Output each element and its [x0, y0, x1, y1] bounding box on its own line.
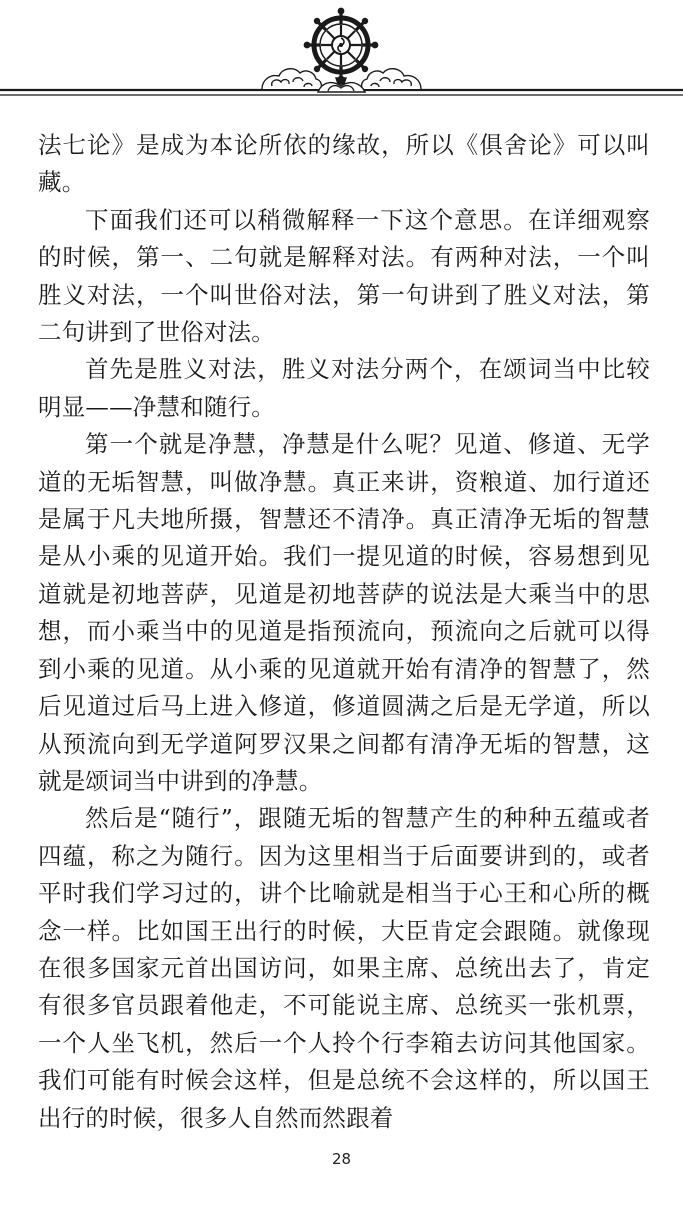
- paragraph: 首先是胜义对法，胜义对法分两个，在颂词当中比较明显——净慧和随行。: [38, 355, 650, 421]
- page-number: 28: [331, 1150, 352, 1168]
- paragraph: 下面我们还可以稍微解释一下这个意思。在详细观察的时候，第一、二句就是解释对法。有两种对法，一个叫胜义对法，一个叫世俗对法，第一句讲到了胜义对法，第二句讲到了世俗对法。: [38, 205, 650, 347]
- dharma-wheel-icon: [304, 8, 379, 83]
- cloud-scroll-left-icon: [262, 69, 321, 89]
- body-text: [38, 127, 650, 1137]
- cloud-scroll-right-icon: [362, 69, 421, 89]
- page-header-ornament: [0, 0, 683, 110]
- header-ornament-graphic: [0, 0, 683, 110]
- paragraph: 然后是“随行”，跟随无垢的智慧产生的种种五蕴或者四蕴，称之为随行。因为这里相当于后面要讲到的，或者平时我们学习过的，讲个比喻就是相当于心王和心所的概念一样。比如国王出行的时候，大臣肯定会跟随。就像现在很多国家元首出国访问，如果主席、总统出去了，肯定有很多官员跟着他走，不可能说主席、总统买一张机票，一个人坐飞机，然后一个人拎个行李箱去访问其他国家。我们可能有时候会这样，但是总统不会这样的，所以国王出行的时候，很多人自然而然跟着: [38, 804, 650, 1132]
- paragraph-continuation: 法七论》是成为本论所依的缘故，所以《俱舍论》可以叫藏。: [38, 131, 650, 197]
- paragraph: 第一个就是净慧，净慧是什么呢？见道、修道、无学道的无垢智慧，叫做净慧。真正来讲，资粮道、加行道还是属于凡夫地所摄，智慧还不清净。真正清净无垢的智慧是从小乘的见道开始。我们一提见道的时候，容易想到见道就是初地菩萨，见道是初地菩萨的说法是大乘当中的思想，而小乘当中的见道是指预流向，预流向之后就可以得到小乘的见道。从小乘的见道就开始有清净的智慧了，然后见道过后马上进入修道，修道圆满之后是无学道，所以从预流向到无学道阿罗汉果之间都有清净无垢的智慧，这就是颂词当中讲到的净慧。: [38, 430, 650, 795]
